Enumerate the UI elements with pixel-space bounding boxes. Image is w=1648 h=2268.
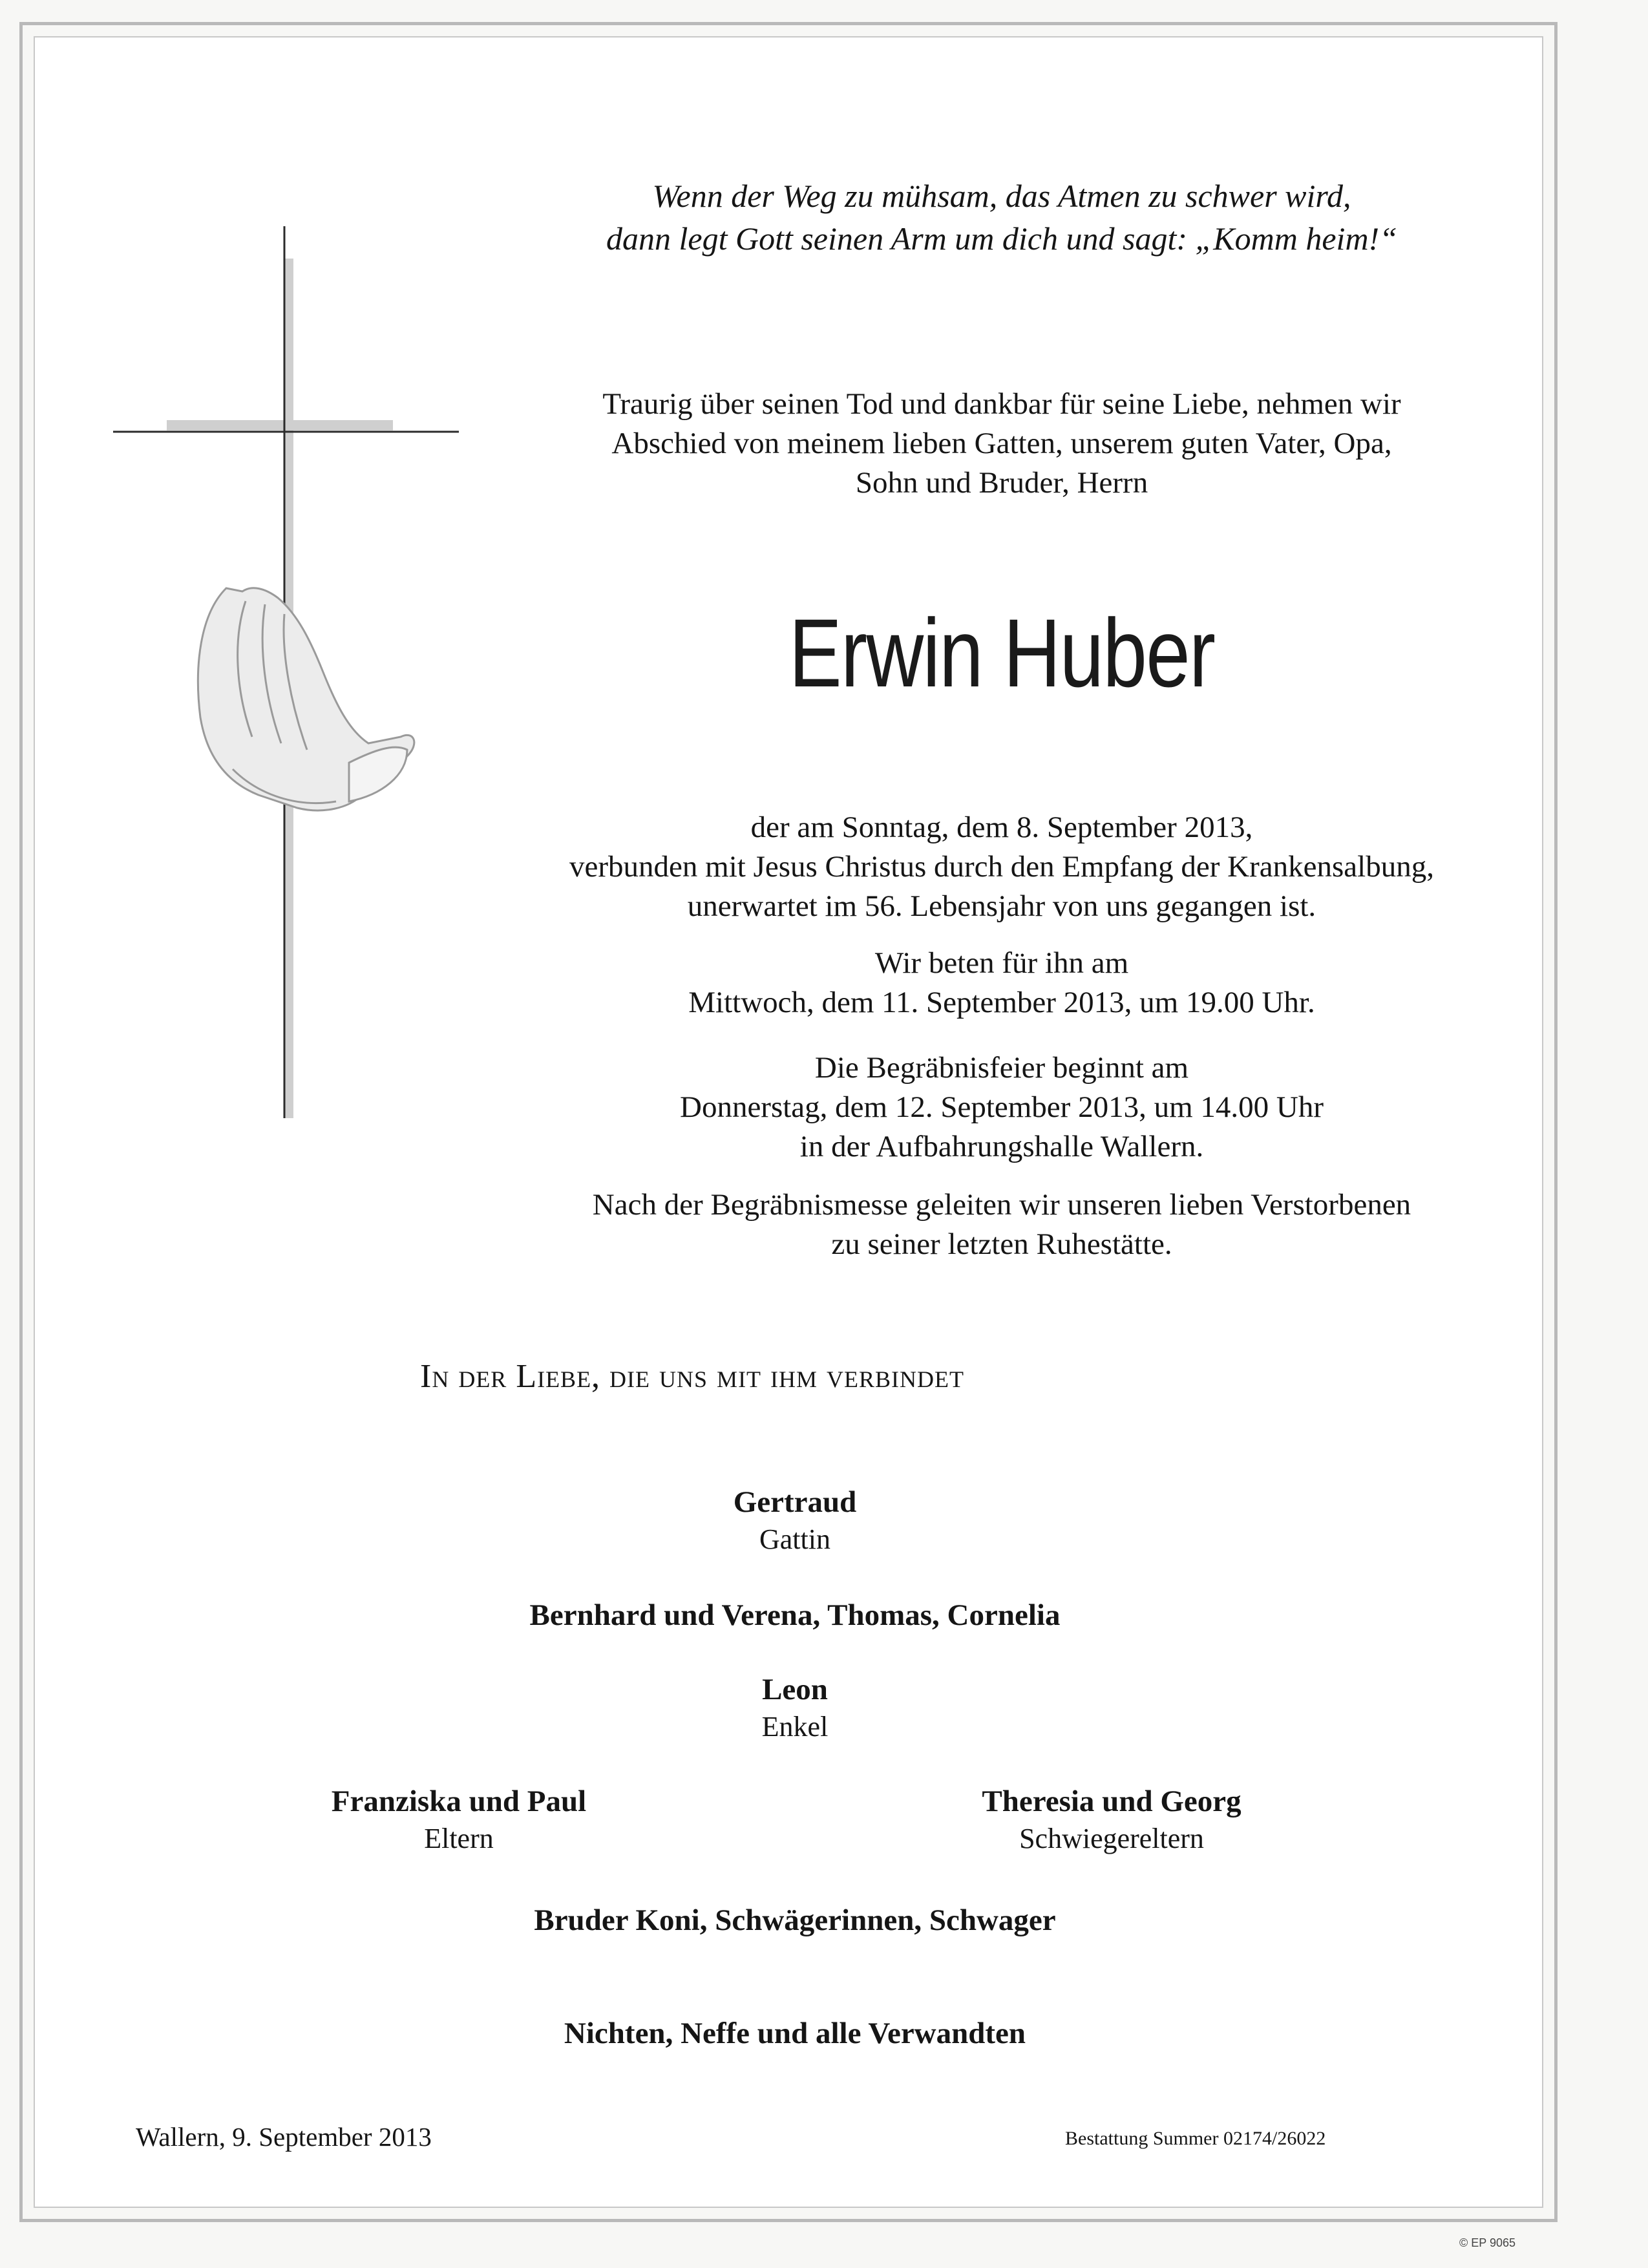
death-notice xyxy=(504,808,1499,926)
intro-line: Traurig über seinen Tod und dankbar für seine Liebe, nehmen wir xyxy=(602,387,1401,421)
quote-line: dann legt Gott seinen Arm um dich und sagt: „Komm heim!“ xyxy=(606,220,1398,257)
cross-icon xyxy=(103,226,472,1125)
mourner-name: Franziska und Paul xyxy=(331,1785,587,1818)
death-notice-line: der am Sonntag, dem 8. September 2013, xyxy=(750,811,1253,844)
mourner-in-laws xyxy=(853,1783,1370,1858)
mourner-role: Eltern xyxy=(424,1823,494,1854)
place-date: Wallern, 9. September 2013 xyxy=(136,2122,432,2152)
intro-line: Abschied von meinem lieben Gatten, unserem guten Vater, Opa, xyxy=(611,427,1392,460)
mourner-name: Gertraud xyxy=(733,1485,857,1519)
funeral-line: Die Begräbnisfeier beginnt am xyxy=(814,1051,1189,1085)
prayer-line: Wir beten für ihn am xyxy=(874,946,1129,980)
mourner-name: Nichten, Neffe und alle Verwandten xyxy=(564,2017,1026,2050)
mourner-name: Leon xyxy=(762,1673,828,1706)
death-notice-line: verbunden mit Jesus Christus durch den Empfang der Krankensalbung, xyxy=(569,850,1434,884)
mourner-children xyxy=(407,1596,1183,1634)
death-notice-line: unerwartet im 56. Lebensjahr von uns gegangen ist. xyxy=(687,889,1316,923)
mourner-siblings xyxy=(407,1902,1183,1939)
burial-line: zu seiner letzten Ruhestätte. xyxy=(831,1227,1172,1261)
intro-line: Sohn und Bruder, Herrn xyxy=(855,466,1148,500)
mourner-name: Bruder Koni, Schwägerinnen, Schwager xyxy=(534,1903,1056,1937)
mourner-name: Theresia und Georg xyxy=(982,1785,1241,1818)
funeral-notice xyxy=(504,1048,1499,1167)
deceased-name: Erwin Huber xyxy=(788,599,1215,707)
mourner-name: Bernhard und Verena, Thomas, Cornelia xyxy=(529,1598,1061,1632)
mourner-role: Enkel xyxy=(761,1711,829,1743)
funeral-line: Donnerstag, dem 12. September 2013, um 14.00 Uhr xyxy=(680,1090,1324,1124)
mourner-parents xyxy=(200,1783,717,1858)
burial-line: Nach der Begräbnismesse geleiten wir unseren lieben Verstorbenen xyxy=(592,1188,1411,1222)
funeral-line: in der Aufbahrungshalle Wallern. xyxy=(799,1130,1204,1163)
mourner-role: Schwiegereltern xyxy=(1019,1823,1204,1854)
mourner-grandchild xyxy=(601,1671,989,1746)
prayer-notice xyxy=(504,944,1499,1023)
opening-quote xyxy=(517,175,1486,260)
mourners-heading: In der Liebe, die uns mit ihm verbindet xyxy=(420,1358,965,1395)
mourner-spouse xyxy=(601,1483,989,1558)
mourner-role: Gattin xyxy=(759,1523,830,1555)
burial-notice xyxy=(504,1185,1499,1264)
quote-line: Wenn der Weg zu mühsam, das Atmen zu schwer wird, xyxy=(652,178,1351,214)
praying-hands-icon xyxy=(198,588,414,811)
mourner-relatives xyxy=(407,2015,1183,2052)
prayer-line: Mittwoch, dem 11. September 2013, um 19.00 Uhr. xyxy=(688,986,1315,1019)
copyright-mark: © EP 9065 xyxy=(1459,2236,1516,2249)
undertaker-contact: Bestattung Summer 02174/26022 xyxy=(1065,2128,1326,2149)
intro-text xyxy=(504,385,1499,503)
